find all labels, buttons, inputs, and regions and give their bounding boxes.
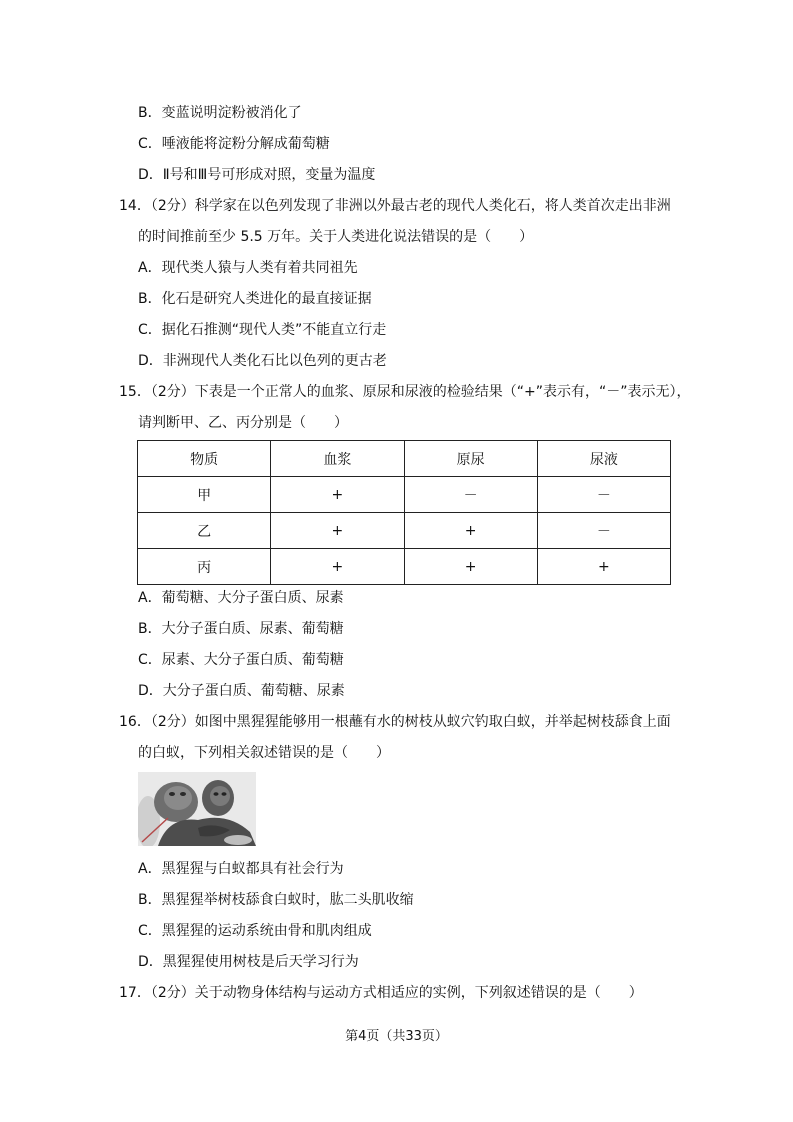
q14-option-d: D．非洲现代人类化石比以色列的更古老 [138, 353, 387, 369]
table-cell: + [404, 513, 537, 549]
table-header-cell: 尿液 [537, 441, 670, 477]
q15-stem-line1: 15．（2分）下表是一个正常人的血浆、原尿和尿液的检验结果（“+”表示有，“－”表示无）， [119, 384, 691, 400]
table-cell: 乙 [138, 513, 271, 549]
q15-option-c: C．尿素、大分子蛋白质、葡萄糖 [138, 652, 344, 668]
q16-option-c: C．黑猩猩的运动系统由骨和肌肉组成 [138, 923, 372, 939]
table-header-cell: 物质 [138, 441, 271, 477]
q16-stem-line2: 的白蚁，下列相关叙述错误的是（ ） [138, 745, 390, 761]
page-footer: 第4页（共33页） [345, 1029, 448, 1044]
q16-stem-line1: 16．（2分）如图中黑猩猩能够用一根蘸有水的树枝从蚁穴钓取白蚁，并举起树枝舔食上面 [119, 714, 671, 730]
q14-option-c: C．据化石推测“现代人类”不能直立行走 [138, 322, 387, 338]
q16-option-a: A．黑猩猩与白蚁都具有社会行为 [138, 861, 344, 877]
q13-option-b: B．变蓝说明淀粉被消化了 [138, 105, 302, 121]
table-cell: + [271, 549, 404, 585]
q13-option-d: D．Ⅱ号和Ⅲ号可形成对照，变量为温度 [138, 167, 376, 183]
table-header-cell: 原尿 [404, 441, 537, 477]
table-row [138, 549, 671, 585]
table-cell: + [404, 549, 537, 585]
table-cell: + [271, 513, 404, 549]
table-cell: + [537, 549, 670, 585]
q16-option-d: D．黑猩猩使用树枝是后天学习行为 [138, 954, 359, 970]
q15-option-a: A．葡萄糖、大分子蛋白质、尿素 [138, 590, 344, 606]
table-cell: 甲 [138, 477, 271, 513]
q14-option-a: A．现代类人猿与人类有着共同祖先 [138, 260, 358, 276]
q14-stem-line2: 的时间推前至少 5.5 万年。关于人类进化说法错误的是（ ） [138, 229, 534, 245]
table-header-row [138, 441, 671, 477]
q14-option-b: B．化石是研究人类进化的最直接证据 [138, 291, 372, 307]
table-cell: + [271, 477, 404, 513]
q15-stem-line2: 请判断甲、乙、丙分别是（ ） [138, 415, 348, 431]
q15-option-d: D．大分子蛋白质、葡萄糖、尿素 [138, 683, 345, 699]
q16-option-b: B．黑猩猩举树枝舔食白蚁时，肱二头肌收缩 [138, 892, 414, 908]
chimpanzee-photo [138, 772, 256, 846]
table-cell: － [404, 477, 537, 513]
q13-option-c: C．唾液能将淀粉分解成葡萄糖 [138, 136, 330, 152]
q15-option-b: B．大分子蛋白质、尿素、葡萄糖 [138, 621, 344, 637]
table-cell: － [537, 513, 670, 549]
table-cell: 丙 [138, 549, 271, 585]
q15-result-table [137, 440, 671, 585]
table-row [138, 513, 671, 549]
table-cell: － [537, 477, 670, 513]
q17-stem-line1: 17．（2分）关于动物身体结构与运动方式相适应的实例，下列叙述错误的是（ ） [119, 985, 643, 1001]
q14-stem-line1: 14．（2分）科学家在以色列发现了非洲以外最古老的现代人类化石，将人类首次走出非洲 [119, 198, 671, 214]
table-row [138, 477, 671, 513]
table-header-cell: 血浆 [271, 441, 404, 477]
